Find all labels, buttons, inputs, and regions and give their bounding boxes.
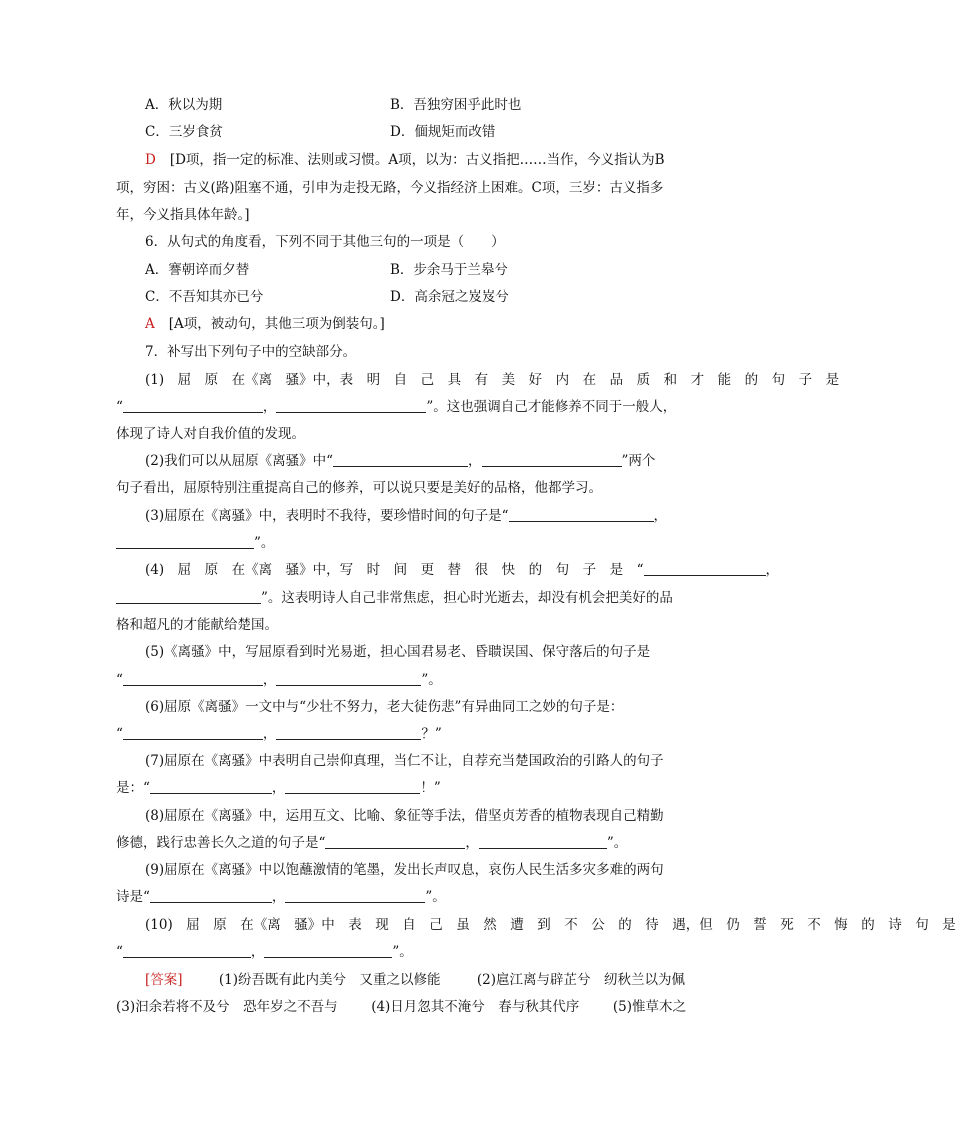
fill-blank[interactable] (333, 453, 468, 467)
q7-item8-line2 (116, 834, 686, 852)
fill-blank[interactable] (276, 672, 421, 686)
prompt-text: (2)我们可以从屈原《离骚》中“ (145, 453, 334, 469)
q6-option-b: B．步余马于兰皋兮 (390, 262, 508, 278)
fill-blank[interactable] (276, 726, 421, 740)
q5-answer-letter: D (145, 152, 156, 168)
answer-5: (5)惟草木之 (612, 999, 686, 1015)
q7-item1-line3: 体现了诗人对自我价值的发现。 (116, 426, 305, 442)
closing-quote: ”。 (425, 889, 446, 905)
prompt-text: (4) 屈 原 在《离 骚》中，写 时 间 更 替 很 快 的 句 子 是 “ (145, 562, 644, 578)
q7-item7-line2 (116, 779, 686, 797)
answer-2: (2)扈江离与辟芷兮 纫秋兰以为佩 (476, 972, 685, 988)
fill-blank[interactable] (285, 780, 420, 794)
fill-blank[interactable] (123, 726, 263, 740)
q7-item10-line2 (116, 943, 686, 961)
q7-item6-line2 (116, 725, 686, 743)
comma: ， (468, 453, 482, 469)
closing-quote: ？” (421, 726, 442, 742)
prompt-text: 是：“ (116, 780, 150, 796)
answers-label: [答案] (145, 972, 183, 988)
q7-item10-line1: (10) 屈 原 在《离 骚》中 表 现 自 己 虽 然 遭 到 不 公 的 待 遇，但 仍 誓 死 不 悔 的 诗 句 是 (145, 917, 956, 933)
comma: ， (765, 562, 780, 578)
fill-blank[interactable] (285, 889, 425, 903)
q6-option-c: C．不吾知其亦已兮 (145, 289, 264, 305)
q5-option-a: A．秋以为期 (145, 97, 223, 113)
q5-answer-line-3: 年，今义指具体年龄。] (116, 207, 250, 223)
q6-option-a: A．謇朝谇而夕替 (145, 262, 250, 278)
fill-blank[interactable] (482, 453, 622, 467)
fill-blank[interactable] (276, 399, 426, 413)
closing-quote: ”。 (606, 835, 628, 851)
fill-blank[interactable] (264, 944, 392, 958)
q7-item9-line1: (9)屈原在《离骚》中以饱蘸激情的笔墨，发出长声叹息，哀伤人民生活多灾多难的两句 (145, 862, 664, 878)
open-quote: “ (116, 672, 123, 688)
open-quote: “ (116, 944, 123, 960)
comma: ， (653, 508, 668, 524)
fill-blank[interactable] (150, 780, 272, 794)
closing-quote: ”。 (421, 672, 442, 688)
q7-item4-line1 (145, 561, 780, 579)
q7-item1-line2 (116, 398, 686, 416)
q7-item6-line1: (6)屈原《离骚》一文中与“少壮不努力，老大徒伤悲”有异曲同工之妙的句子是： (145, 699, 624, 715)
q5-answer-text-1: [D项，指一定的标准、法则或习惯。A项，以为：古义指把……当作，今义指认为B (169, 152, 665, 168)
fill-blank[interactable] (123, 399, 263, 413)
fill-blank[interactable] (116, 535, 254, 549)
closing-quote: ”。 (392, 944, 413, 960)
comma: ， (262, 399, 277, 415)
comma: ， (262, 672, 277, 688)
fill-blank[interactable] (123, 672, 263, 686)
answers-line1 (145, 971, 685, 989)
prompt-text: 修德，践行忠善长久之道的句子是“ (116, 835, 326, 851)
q6-option-d: D．高余冠之岌岌兮 (390, 289, 509, 305)
prompt-text: (3)屈原在《离骚》中，表明时不我待，要珍惜时间的句子是“ (145, 508, 509, 524)
q7-item3-line1 (145, 507, 685, 525)
comma: ， (465, 835, 479, 851)
q5-option-d: D．偭规矩而改错 (390, 124, 496, 140)
fill-blank[interactable] (116, 590, 261, 604)
q5-option-b: B．吾独穷困乎此时也 (390, 97, 522, 113)
q7-item4-line3: 格和超凡的才能献给楚国。 (116, 617, 278, 633)
comma: ， (250, 944, 265, 960)
q7-item8-line1: (8)屈原在《离骚》中，运用互文、比喻、象征等手法，借坚贞芳香的植物表现自己精勤 (145, 808, 664, 824)
q5-answer-line-1 (145, 151, 685, 169)
q7-item9-line2 (116, 888, 686, 906)
open-quote: “ (116, 726, 123, 742)
comma: ， (262, 726, 277, 742)
q7-item1-line1: (1) 屈 原 在《离 骚》中，表 明 自 己 具 有 美 好 内 在 品 质 和 才 能 的 句 子 是 (145, 372, 840, 388)
closing-quote: ”。 (254, 535, 275, 551)
q6-answer-text: [A项，被动句，其他三项为倒装句。] (168, 316, 385, 332)
q6-stem: 6．从句式的角度看，下列不同于其他三句的一项是（ ） (145, 234, 505, 250)
fill-blank[interactable] (150, 889, 272, 903)
fill-blank[interactable] (509, 508, 654, 522)
q7-item3-line2 (116, 534, 686, 552)
q6-answer (145, 315, 685, 333)
fill-blank[interactable] (479, 835, 607, 849)
q7-item2-line1 (145, 452, 685, 470)
trailing-text: ”两个 (621, 453, 656, 469)
fill-blank[interactable] (325, 835, 465, 849)
q7-item5-line1: (5)《离骚》中，写屈原看到时光易逝，担心国君易老、昏聩误国、保守落后的句子是 (145, 644, 651, 660)
answers-line2 (116, 998, 686, 1016)
q5-option-c: C．三岁食贫 (145, 124, 223, 140)
q7-item7-line1: (7)屈原在《离骚》中表明自己崇仰真理，当仁不让，自荐充当楚国政治的引路人的句子 (145, 753, 664, 769)
comma: ， (271, 889, 286, 905)
answer-3: (3)汩余若将不及兮 恐年岁之不吾与 (116, 999, 338, 1015)
q7-item5-line2 (116, 671, 686, 689)
comma: ， (271, 780, 286, 796)
open-quote: “ (116, 399, 123, 415)
q7-stem: 7．补写出下列句子中的空缺部分。 (145, 344, 357, 360)
prompt-text: 诗是“ (116, 889, 150, 905)
answer-1: (1)纷吾既有此内美兮 又重之以修能 (218, 972, 441, 988)
closing-quote: ！” (420, 780, 441, 796)
trailing-text: ”。这表明诗人自己非常焦虑，担心时光逝去，却没有机会把美好的品 (261, 590, 673, 606)
q5-answer-line-2: 项，穷困：古义(路)阻塞不通，引申为走投无路，今义指经济上困难。C项，三岁：古义指多 (116, 180, 664, 196)
answer-4: (4)日月忽其不淹兮 春与秋其代序 (371, 999, 580, 1015)
trailing-text: ”。这也强调自己才能修养不同于一般人， (426, 399, 677, 415)
q6-answer-letter: A (145, 316, 155, 332)
q7-item4-line2 (116, 589, 686, 607)
fill-blank[interactable] (123, 944, 251, 958)
q7-item2-line2: 句子看出，屈原特别注重提高自己的修养，可以说只要是美好的品格，他都学习。 (116, 480, 602, 496)
fill-blank[interactable] (644, 562, 766, 576)
